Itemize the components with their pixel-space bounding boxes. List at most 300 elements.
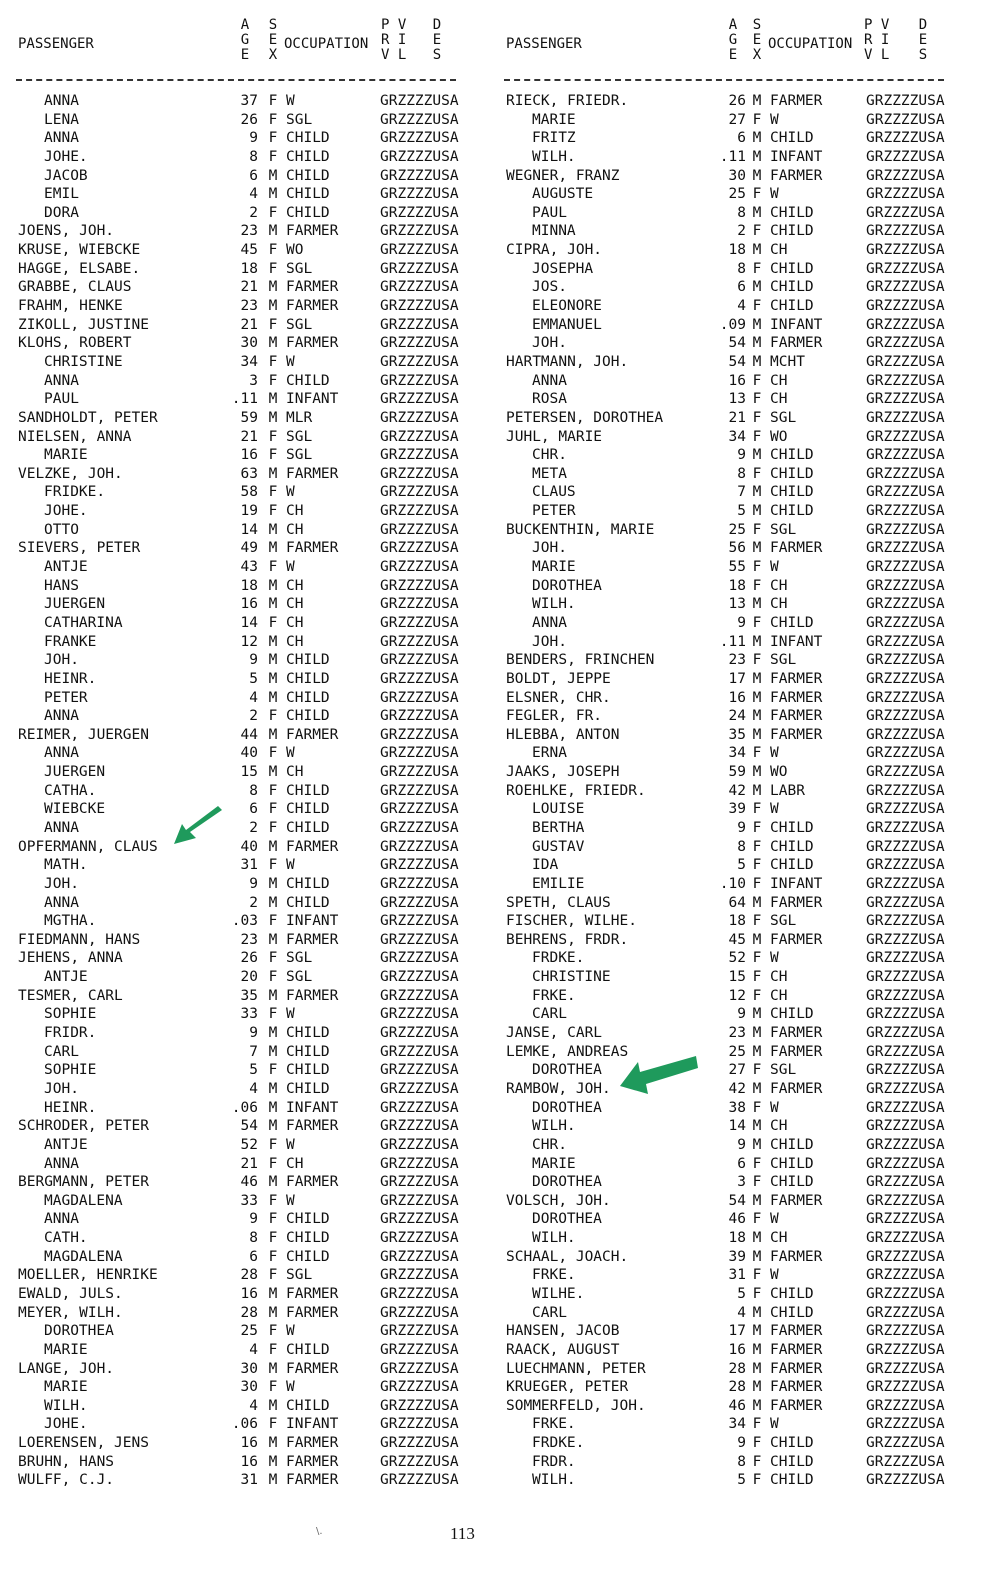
table-row	[16, 446, 476, 465]
table-row	[504, 1080, 964, 1099]
passenger-name: WILH.	[44, 1397, 88, 1414]
table-row	[504, 111, 964, 130]
passenger-name: RAMBOW, JOH.	[506, 1080, 611, 1097]
passenger-age: 8	[737, 465, 746, 482]
table-row	[16, 222, 476, 241]
passenger-sex: M	[268, 1080, 278, 1097]
passenger-name: LOUISE	[532, 801, 585, 818]
passenger-destination: GRZZZZUSA	[380, 950, 459, 967]
passenger-age: 4	[249, 1341, 258, 1358]
passenger-age: 2	[249, 819, 258, 836]
passenger-age: 39	[728, 801, 746, 818]
passenger-sex: F	[268, 428, 278, 445]
passenger-destination: GRZZZZUSA	[866, 894, 945, 911]
passenger-sex: M	[268, 1472, 278, 1489]
table-row	[16, 1173, 476, 1192]
passenger-sex: F	[268, 1136, 278, 1153]
table-row	[16, 763, 476, 782]
passenger-sex: M	[268, 894, 278, 911]
passenger-age: 8	[737, 204, 746, 221]
passenger-age: 9	[737, 1006, 746, 1023]
passenger-occupation: CHILD	[286, 1080, 330, 1097]
passenger-sex: M	[752, 1304, 762, 1321]
passenger-age: 25	[728, 186, 746, 203]
passenger-occupation: FARMER	[770, 1025, 823, 1042]
passenger-occupation: INFANT	[770, 316, 823, 333]
passenger-name: FRANKE	[44, 633, 97, 650]
passenger-sex: M	[752, 279, 762, 296]
passenger-sex: F	[752, 913, 762, 930]
passenger-sex: M	[752, 1192, 762, 1209]
passenger-occupation: INFANT	[770, 875, 823, 892]
table-row	[504, 1341, 964, 1360]
passenger-sex: F	[268, 950, 278, 967]
table-row	[16, 670, 476, 689]
passenger-occupation: CHILD	[286, 1230, 330, 1247]
passenger-sex: F	[752, 372, 762, 389]
table-row	[504, 726, 964, 745]
passenger-age: 16	[240, 1453, 258, 1470]
passenger-sex: F	[752, 950, 762, 967]
passenger-occupation: CH	[286, 596, 304, 613]
passenger-destination: GRZZZZUSA	[866, 204, 945, 221]
passenger-age: 23	[240, 931, 258, 948]
passenger-destination: GRZZZZUSA	[380, 875, 459, 892]
passenger-occupation: FARMER	[286, 1286, 339, 1302]
passenger-name: ANNA	[44, 372, 79, 389]
passenger-sex: M	[752, 316, 762, 333]
passenger-destination: GRZZZZUSA	[380, 726, 459, 743]
passenger-sex: M	[752, 1360, 762, 1377]
table-row	[16, 1304, 476, 1323]
passenger-sex: F	[268, 745, 278, 762]
passenger-name: CHR.	[532, 447, 567, 464]
passenger-name: MARIE	[44, 1379, 88, 1396]
passenger-destination: GRZZZZUSA	[866, 167, 945, 184]
table-row	[16, 483, 476, 502]
table-row	[504, 185, 964, 204]
passenger-destination: GRZZZZUSA	[380, 1286, 459, 1302]
passenger-name: JOH.	[44, 652, 79, 669]
passenger-name: FRDR.	[532, 1453, 576, 1470]
table-row	[504, 1304, 964, 1323]
passenger-occupation: W	[770, 186, 779, 203]
passenger-destination: GRZZZZUSA	[866, 484, 945, 501]
passenger-destination: GRZZZZUSA	[380, 1379, 459, 1396]
passenger-destination: GRZZZZUSA	[866, 931, 945, 948]
table-row	[16, 372, 476, 391]
passenger-occupation: FARMER	[770, 1080, 823, 1097]
passenger-age: 46	[728, 1397, 746, 1414]
table-row	[504, 1173, 964, 1192]
left-column	[16, 16, 476, 1489]
passenger-occupation: W	[286, 745, 295, 762]
passenger-age: 15	[240, 764, 258, 781]
passenger-sex: M	[752, 93, 762, 109]
passenger-name: AUGUSTE	[532, 186, 594, 203]
passenger-name: CLAUS	[532, 484, 576, 501]
passenger-occupation: CHILD	[770, 1006, 814, 1023]
passenger-name: EWALD, JULS.	[18, 1286, 123, 1302]
passenger-destination: GRZZZZUSA	[866, 689, 945, 706]
passenger-name: DORA	[44, 204, 79, 221]
passenger-destination: GRZZZZUSA	[866, 1435, 945, 1452]
passenger-age: 18	[728, 913, 746, 930]
passenger-occupation: SGL	[770, 652, 797, 669]
passenger-sex: M	[268, 1174, 278, 1191]
passenger-sex: F	[268, 1341, 278, 1358]
passenger-name: WIEBCKE	[44, 801, 106, 818]
passenger-sex: F	[752, 1099, 762, 1116]
passenger-destination: GRZZZZUSA	[866, 409, 945, 426]
passenger-name: JAAKS, JOSEPH	[506, 764, 620, 781]
table-row	[504, 1229, 964, 1248]
passenger-occupation: CHILD	[770, 1453, 814, 1470]
table-row	[504, 1061, 964, 1080]
table-row	[504, 744, 964, 763]
passenger-sex: F	[752, 521, 762, 538]
passenger-destination: GRZZZZUSA	[866, 987, 945, 1004]
passenger-sex: M	[268, 1397, 278, 1414]
passenger-sex: F	[268, 1267, 278, 1284]
passenger-destination: GRZZZZUSA	[866, 857, 945, 874]
table-row	[16, 744, 476, 763]
passenger-name: TESMER, CARL	[18, 987, 123, 1004]
passenger-sex: F	[752, 652, 762, 669]
table-row	[504, 1285, 964, 1304]
passenger-name: WILH.	[532, 1230, 576, 1247]
passenger-age: 33	[240, 1006, 258, 1023]
passenger-occupation: CH	[286, 764, 304, 781]
passenger-destination: GRZZZZUSA	[866, 353, 945, 370]
passenger-destination: GRZZZZUSA	[380, 577, 459, 594]
passenger-destination: GRZZZZUSA	[866, 148, 945, 165]
passenger-sex: F	[752, 111, 762, 128]
passenger-name: MINNA	[532, 223, 576, 240]
passenger-destination: GRZZZZUSA	[866, 391, 945, 408]
table-row	[504, 1024, 964, 1043]
table-row	[16, 1229, 476, 1248]
passenger-sex: F	[752, 1267, 762, 1284]
table-row	[16, 1210, 476, 1229]
passenger-destination: GRZZZZUSA	[866, 465, 945, 482]
passenger-occupation: CHILD	[770, 838, 814, 855]
passenger-name: OPFERMANN, CLAUS	[18, 838, 158, 855]
passenger-destination: GRZZZZUSA	[866, 1136, 945, 1153]
passenger-destination: GRZZZZUSA	[380, 1174, 459, 1191]
passenger-sex: M	[752, 596, 762, 613]
passenger-age: 59	[728, 764, 746, 781]
passenger-occupation: CHILD	[286, 670, 330, 687]
table-row	[504, 1043, 964, 1062]
passenger-destination: GRZZZZUSA	[866, 1230, 945, 1247]
table-row	[504, 670, 964, 689]
passenger-destination: GRZZZZUSA	[866, 428, 945, 445]
passenger-age: 16	[240, 1286, 258, 1302]
passenger-sex: M	[752, 1043, 762, 1060]
passenger-name: FRKE.	[532, 1416, 576, 1433]
table-row	[16, 1005, 476, 1024]
passenger-occupation: CHILD	[286, 1397, 330, 1414]
passenger-sex: F	[268, 782, 278, 799]
passenger-destination: GRZZZZUSA	[866, 726, 945, 743]
passenger-sex: F	[268, 1192, 278, 1209]
passenger-occupation: CHILD	[770, 130, 814, 147]
table-row	[504, 92, 964, 111]
passenger-sex: F	[268, 614, 278, 631]
passenger-destination: GRZZZZUSA	[380, 260, 459, 277]
header-occupation: OCCUPATION	[768, 36, 853, 52]
passenger-destination: GRZZZZUSA	[866, 1174, 945, 1191]
passenger-name: CATHARINA	[44, 614, 123, 631]
passenger-age: 5	[249, 1062, 258, 1079]
passenger-destination: GRZZZZUSA	[866, 503, 945, 520]
passenger-destination: GRZZZZUSA	[866, 1453, 945, 1470]
passenger-occupation: FARMER	[286, 1360, 339, 1377]
passenger-occupation: W	[770, 1099, 779, 1116]
table-row	[16, 1360, 476, 1379]
passenger-age: 28	[728, 1360, 746, 1377]
passenger-name: ANNA	[44, 1155, 79, 1172]
passenger-occupation: CHILD	[770, 465, 814, 482]
table-row	[16, 856, 476, 875]
passenger-name: RAACK, AUGUST	[506, 1341, 620, 1358]
passenger-occupation: FARMER	[770, 1341, 823, 1358]
passenger-age: 14	[240, 521, 258, 538]
passenger-destination: GRZZZZUSA	[866, 1304, 945, 1321]
header-des: D E S	[918, 17, 928, 63]
passenger-sex: M	[752, 484, 762, 501]
passenger-destination: GRZZZZUSA	[380, 1118, 459, 1135]
passenger-sex: M	[268, 1286, 278, 1302]
passenger-name: BOLDT, JEPPE	[506, 670, 611, 687]
passenger-occupation: W	[770, 559, 779, 576]
table-row	[16, 782, 476, 801]
passenger-destination: GRZZZZUSA	[866, 521, 945, 538]
passenger-age: 5	[737, 503, 746, 520]
passenger-age: 9	[249, 130, 258, 147]
passenger-occupation: FARMER	[770, 1192, 823, 1209]
passenger-sex: M	[268, 689, 278, 706]
passenger-occupation: CHILD	[770, 1155, 814, 1172]
passenger-occupation: FARMER	[770, 726, 823, 743]
passenger-occupation: FARMER	[770, 167, 823, 184]
passenger-sex: F	[752, 801, 762, 818]
passenger-destination: GRZZZZUSA	[380, 1230, 459, 1247]
passenger-sex: M	[268, 335, 278, 352]
passenger-name: HEINR.	[44, 670, 97, 687]
passenger-occupation: CHILD	[286, 1341, 330, 1358]
passenger-age: 27	[728, 1062, 746, 1079]
passenger-name: FRKE.	[532, 1267, 576, 1284]
passenger-destination: GRZZZZUSA	[380, 931, 459, 948]
table-row	[504, 651, 964, 670]
table-row	[16, 260, 476, 279]
passenger-occupation: CHILD	[286, 186, 330, 203]
passenger-occupation: SGL	[770, 409, 797, 426]
table-row	[504, 1360, 964, 1379]
passenger-age: 63	[240, 465, 258, 482]
passenger-age: 12	[728, 987, 746, 1004]
passenger-name: JOH.	[44, 1080, 79, 1097]
passenger-name: VELZKE, JOH.	[18, 465, 123, 482]
passenger-age: 13	[728, 391, 746, 408]
passenger-name: PETER	[532, 503, 576, 520]
passenger-occupation: FARMER	[286, 223, 339, 240]
passenger-sex: F	[752, 969, 762, 986]
passenger-name: ROEHLKE, FRIEDR.	[506, 782, 646, 799]
table-row	[504, 1397, 964, 1416]
passenger-occupation: FARMER	[286, 931, 339, 948]
passenger-name: LENA	[44, 111, 79, 128]
passenger-destination: GRZZZZUSA	[380, 801, 459, 818]
table-row	[16, 875, 476, 894]
table-row	[504, 1471, 964, 1490]
passenger-age: 34	[728, 428, 746, 445]
passenger-sex: F	[268, 913, 278, 930]
passenger-occupation: FARMER	[286, 1435, 339, 1452]
passenger-sex: M	[752, 1397, 762, 1414]
table-row	[16, 1285, 476, 1304]
table-row	[16, 707, 476, 726]
table-row	[504, 241, 964, 260]
passenger-occupation: FARMER	[770, 894, 823, 911]
passenger-destination: GRZZZZUSA	[380, 1062, 459, 1079]
passenger-sex: F	[268, 801, 278, 818]
passenger-age: 16	[240, 447, 258, 464]
table-row	[16, 1415, 476, 1434]
passenger-occupation: FARMER	[286, 1472, 339, 1489]
passenger-age: 5	[737, 1286, 746, 1302]
table-row	[16, 633, 476, 652]
passenger-name: BERTHA	[532, 819, 585, 836]
passenger-occupation: CHILD	[770, 1304, 814, 1321]
passenger-destination: GRZZZZUSA	[866, 1248, 945, 1265]
passenger-age: 9	[249, 875, 258, 892]
passenger-occupation: CHILD	[286, 782, 330, 799]
passenger-age: 16	[240, 1435, 258, 1452]
passenger-name: IDA	[532, 857, 559, 874]
passenger-occupation: CHILD	[286, 372, 330, 389]
passenger-name: WILH.	[532, 1472, 576, 1489]
table-row	[504, 446, 964, 465]
passenger-occupation: CH	[286, 1155, 304, 1172]
passenger-destination: GRZZZZUSA	[380, 279, 459, 296]
passenger-age: 30	[240, 335, 258, 352]
passenger-name: ANNA	[44, 93, 79, 109]
header-divider	[16, 79, 456, 81]
passenger-destination: GRZZZZUSA	[380, 708, 459, 725]
passenger-destination: GRZZZZUSA	[380, 167, 459, 184]
table-row	[504, 1453, 964, 1472]
header-prv: P V R I V L	[381, 17, 407, 63]
table-row	[504, 800, 964, 819]
passenger-occupation: SGL	[286, 111, 313, 128]
passenger-sex: F	[268, 857, 278, 874]
table-row	[504, 483, 964, 502]
passenger-destination: GRZZZZUSA	[866, 1099, 945, 1116]
passenger-occupation: W	[286, 484, 295, 501]
passenger-sex: F	[268, 819, 278, 836]
passenger-occupation: INFANT	[286, 1099, 339, 1116]
passenger-destination: GRZZZZUSA	[866, 596, 945, 613]
passenger-destination: GRZZZZUSA	[380, 465, 459, 482]
passenger-destination: GRZZZZUSA	[380, 689, 459, 706]
passenger-destination: GRZZZZUSA	[380, 1099, 459, 1116]
passenger-sex: F	[268, 1062, 278, 1079]
passenger-occupation: FARMER	[770, 689, 823, 706]
passenger-age: .11	[719, 148, 746, 165]
passenger-occupation: W	[286, 1136, 295, 1153]
passenger-name: CIPRA, JOH.	[506, 242, 603, 259]
passenger-name: WILH.	[532, 1118, 576, 1135]
passenger-sex: F	[752, 819, 762, 836]
passenger-sex: F	[752, 465, 762, 482]
passenger-destination: GRZZZZUSA	[380, 838, 459, 855]
passenger-age: 26	[728, 93, 746, 109]
passenger-name: CHRISTINE	[44, 353, 123, 370]
passenger-name: SPETH, CLAUS	[506, 894, 611, 911]
passenger-occupation: CH	[770, 596, 788, 613]
passenger-name: CARL	[532, 1006, 567, 1023]
passenger-age: 21	[240, 1155, 258, 1172]
passenger-age: 9	[249, 1211, 258, 1228]
passenger-destination: GRZZZZUSA	[866, 577, 945, 594]
header-des: D E S	[432, 17, 442, 63]
table-row	[504, 707, 964, 726]
passenger-name: PAUL	[532, 204, 567, 221]
passenger-sex: M	[268, 652, 278, 669]
passenger-name: JOENS, JOH.	[18, 223, 115, 240]
passenger-sex: M	[268, 875, 278, 892]
passenger-destination: GRZZZZUSA	[866, 1323, 945, 1340]
passenger-sex: F	[268, 1379, 278, 1396]
passenger-age: 4	[249, 689, 258, 706]
passenger-name: SOPHIE	[44, 1062, 97, 1079]
passenger-name: ANNA	[532, 614, 567, 631]
passenger-name: JOH.	[44, 875, 79, 892]
passenger-destination: GRZZZZUSA	[866, 764, 945, 781]
passenger-age: 16	[728, 372, 746, 389]
passenger-age: 16	[728, 1341, 746, 1358]
passenger-age: 14	[240, 614, 258, 631]
passenger-occupation: CHILD	[770, 298, 814, 315]
table-row	[504, 129, 964, 148]
passenger-occupation: W	[770, 1211, 779, 1228]
passenger-destination: GRZZZZUSA	[380, 428, 459, 445]
passenger-destination: GRZZZZUSA	[380, 987, 459, 1004]
passenger-name: FRDKE.	[532, 950, 585, 967]
passenger-sex: M	[752, 148, 762, 165]
passenger-name: FRITZ	[532, 130, 576, 147]
passenger-occupation: W	[286, 1379, 295, 1396]
passenger-sex: M	[268, 279, 278, 296]
header-prv: P V R I V L	[864, 17, 890, 63]
header-divider	[504, 79, 944, 81]
passenger-destination: GRZZZZUSA	[380, 1472, 459, 1489]
passenger-sex: F	[268, 242, 278, 259]
passenger-age: 16	[240, 596, 258, 613]
passenger-name: ANNA	[44, 819, 79, 836]
passenger-name: JOSEPHA	[532, 260, 594, 277]
passenger-sex: F	[752, 1453, 762, 1470]
passenger-destination: GRZZZZUSA	[866, 316, 945, 333]
passenger-sex: M	[752, 1118, 762, 1135]
passenger-destination: GRZZZZUSA	[866, 1062, 945, 1079]
passenger-age: 8	[737, 838, 746, 855]
passenger-occupation: SGL	[286, 950, 313, 967]
table-row	[504, 968, 964, 987]
